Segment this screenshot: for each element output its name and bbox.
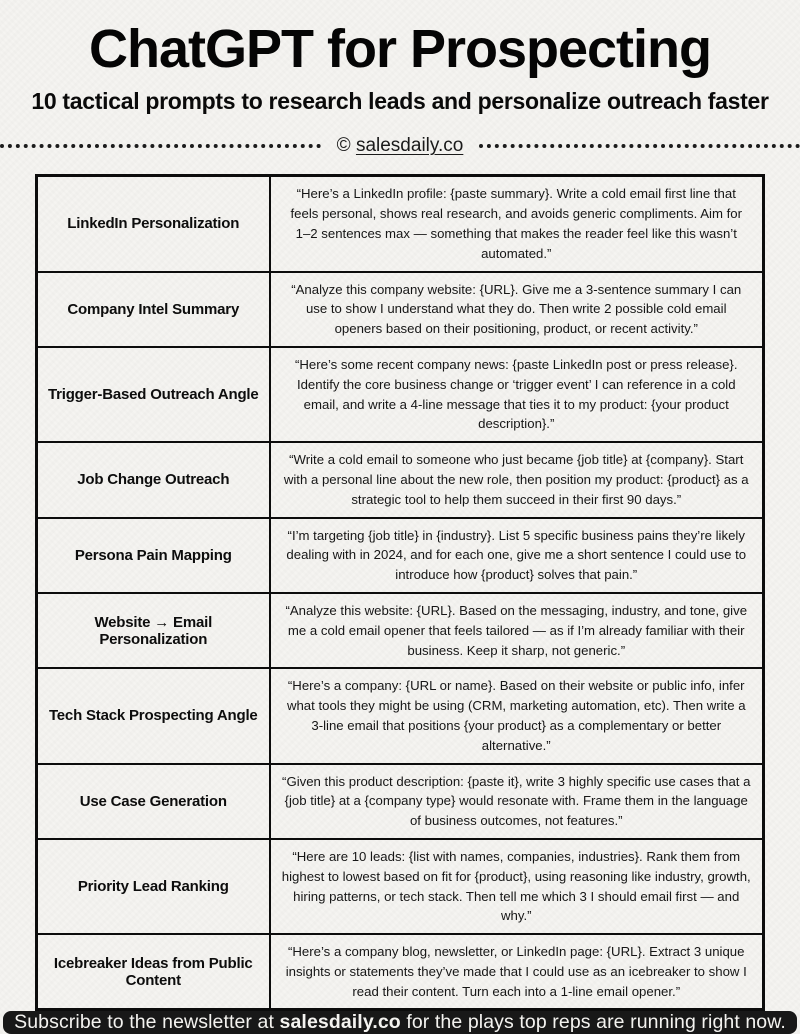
prompt-text-cell: “Analyze this website: {URL}. Based on the messaging, industry, and tone, give me a cold email opener that feels tailored — as if I’m already familiar with their business. Keep it sharp, not generic.” <box>270 593 764 668</box>
prompt-name-cell: Trigger-Based Outreach Angle <box>37 347 270 442</box>
prompt-text-cell: “Here’s some recent company news: {paste LinkedIn post or press release}. Identify the core business change or ‘trigger event’ I can reference in a cold email, and write a 4-line message that ties it to my product: {your product description}.” <box>270 347 764 442</box>
credit-line <box>321 135 480 157</box>
prompt-name-cell: Company Intel Summary <box>37 272 270 347</box>
table-row <box>37 518 764 593</box>
prompt-name-cell: Tech Stack Prospecting Angle <box>37 668 270 763</box>
prompt-text-cell: “Here’s a LinkedIn profile: {paste summary}. Write a cold email first line that feels personal, shows real research, and avoids generic compliments. Aim for 1–2 sentences max — something that makes the reader feel like this wasn’t automated.” <box>270 176 764 272</box>
prompt-text-cell: “Here are 10 leads: {list with names, companies, industries}. Rank them from highest to lowest based on fit for {product}, using reasoning like industry, growth, hiring patterns, or tech stack. Then tell me which 3 I should email first — and why.” <box>270 839 764 934</box>
header <box>0 0 800 115</box>
table-row <box>37 176 764 272</box>
table-row <box>37 347 764 442</box>
prompt-name-cell: Priority Lead Ranking <box>37 839 270 934</box>
table-row <box>37 272 764 347</box>
table-row <box>37 934 764 1010</box>
prompt-name-cell: LinkedIn Personalization <box>37 176 270 272</box>
footer-text-prefix: Subscribe to the newsletter at <box>14 1011 274 1034</box>
prompt-name-cell: Persona Pain Mapping <box>37 518 270 593</box>
dotted-line-left <box>0 144 321 148</box>
table-row <box>37 839 764 934</box>
newsletter-footer-banner <box>3 1011 797 1034</box>
prompt-name-cell: Website → Email Personalization <box>37 593 270 668</box>
footer-site-name: salesdaily.co <box>279 1011 401 1034</box>
prompt-name-cell: Use Case Generation <box>37 764 270 839</box>
prompt-text-cell: “Analyze this company website: {URL}. Give me a 3-sentence summary I can use to show I understand what they do. Then write 2 possible cold email openers based on their positioning, product, or recent activity.” <box>270 272 764 347</box>
copyright-symbol: © <box>336 135 351 157</box>
prompt-text-cell: “Here’s a company blog, newsletter, or LinkedIn page: {URL}. Extract 3 unique insights or statements they’ve made that I could use as an icebreaker to show I read their content. Turn each into a 1-line email opener.” <box>270 934 764 1010</box>
prompt-text-cell: “I’m targeting {job title} in {industry}. List 5 specific business pains they’re likely dealing with in 2024, and for each one, give me a short sentence I could use to introduce how {product} solves that pain.” <box>270 518 764 593</box>
prompt-text-cell: “Here’s a company: {URL or name}. Based on their website or public info, infer what tools they might be using (CRM, marketing automation, etc). Then write a 3-line email that positions {your product} as a complementary or better alternative.” <box>270 668 764 763</box>
page-subtitle: 10 tactical prompts to research leads and personalize outreach faster <box>31 88 769 115</box>
table-row <box>37 668 764 763</box>
prompt-text-cell: “Write a cold email to someone who just became {job title} at {company}. Start with a personal line about the new role, then position my product: {product} as a strategic tool to help them succeed in their first 90 days.” <box>270 442 764 517</box>
table-row <box>37 442 764 517</box>
page-title: ChatGPT for Prospecting <box>88 19 712 79</box>
prompts-table <box>35 174 765 1011</box>
credit-site-link[interactable]: salesdaily.co <box>355 135 464 157</box>
prompt-name-cell: Icebreaker Ideas from Public Content <box>37 934 270 1010</box>
dotted-divider <box>0 135 800 157</box>
prompt-name-cell: Job Change Outreach <box>37 442 270 517</box>
prompt-text-cell: “Given this product description: {paste it}, write 3 highly specific use cases that a {job title} at a {company type} would resonate with. Frame them in the language of business outcomes, not features.” <box>270 764 764 839</box>
dotted-line-right <box>479 144 800 148</box>
table-row <box>37 593 764 668</box>
footer-text-suffix: for the plays top reps are running right now. <box>406 1011 786 1034</box>
table-row <box>37 764 764 839</box>
